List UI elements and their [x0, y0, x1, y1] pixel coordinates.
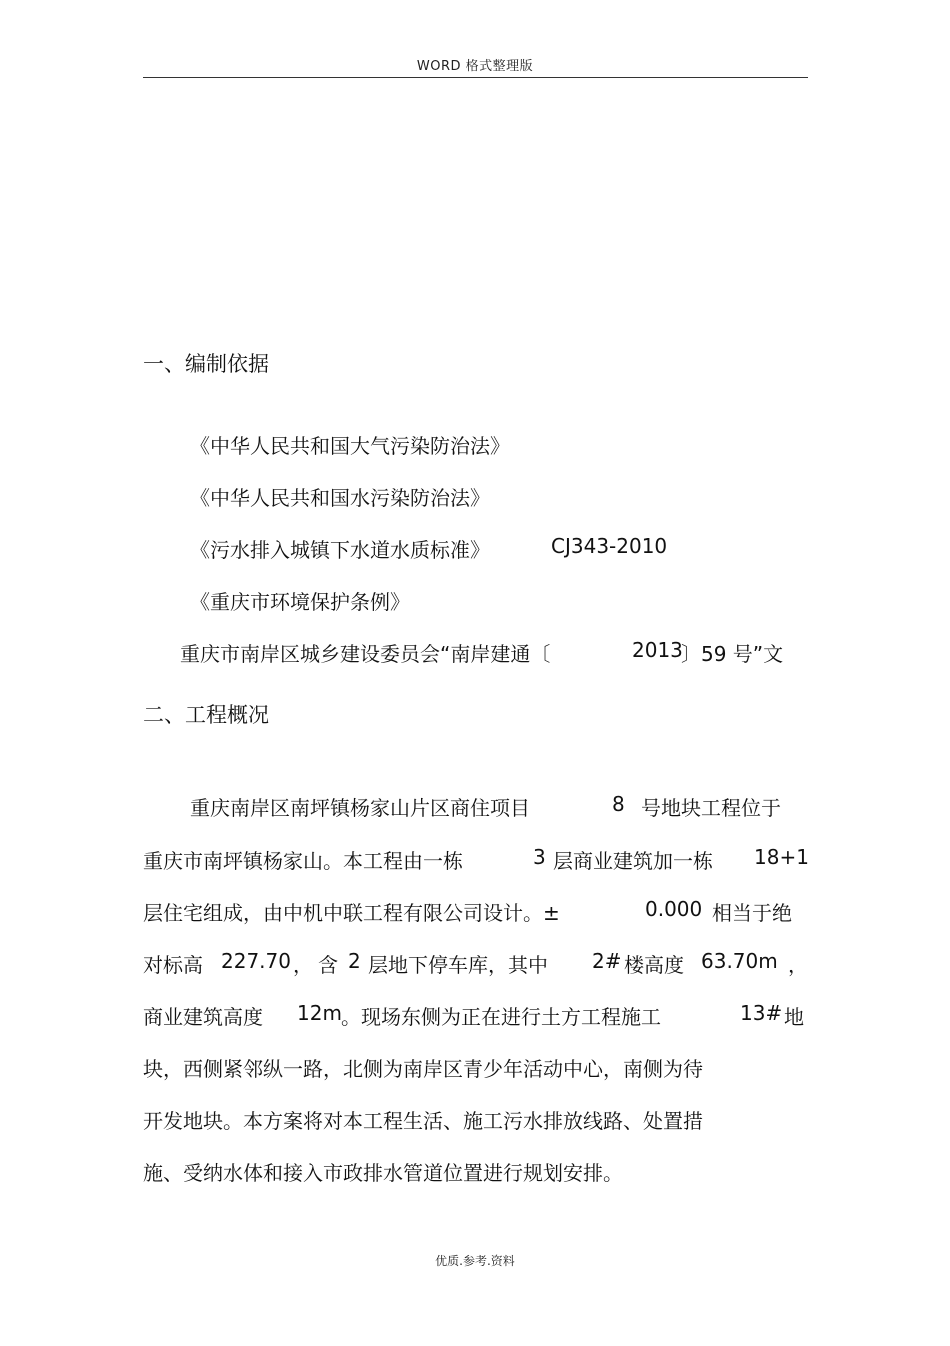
- overview-text: 楼高度: [624, 953, 684, 977]
- page-header: WORD 格式整理版: [416, 59, 534, 74]
- overview-text: 号地块工程位于: [641, 796, 781, 820]
- overview-text: 开发地块。本方案将对本工程生活、施工污水排放线路、处置措: [143, 1109, 703, 1133]
- overview-text: 13#: [740, 1001, 783, 1025]
- reference-doc-suffix: 〕59 号”文: [681, 642, 784, 666]
- overview-text: 地: [784, 1005, 804, 1029]
- overview-text: 层住宅组成，由中机中联工程有限公司设计。±: [143, 901, 560, 925]
- overview-text: 块，西侧紧邻纵一路，北侧为南岸区青少年活动中心，南侧为待: [143, 1057, 703, 1081]
- section-2-heading: 二、工程概况: [143, 703, 269, 727]
- overview-text: 8: [612, 792, 625, 816]
- overview-text: 商业建筑高度: [143, 1005, 263, 1029]
- overview-text: 层地下停车库，其中: [368, 953, 548, 977]
- section-1-heading: 一、编制依据: [143, 352, 269, 376]
- overview-text: 重庆南岸区南坪镇杨家山片区商住项目: [190, 796, 530, 820]
- reference-doc-prefix: 重庆市南岸区城乡建设委员会“南岸建通〔: [180, 642, 551, 666]
- overview-text: 相当于绝: [712, 901, 792, 925]
- overview-text: 层商业建筑加一栋: [553, 849, 713, 873]
- overview-text: ，: [293, 953, 313, 977]
- overview-text: 3: [533, 845, 546, 869]
- overview-text: 227.70: [221, 949, 291, 973]
- header-divider: [143, 77, 808, 78]
- overview-text: 63.70m: [701, 949, 778, 973]
- overview-text: 含: [318, 953, 338, 977]
- overview-text: 2#: [592, 949, 622, 973]
- overview-text: 施、受纳水体和接入市政排水管道位置进行规划安排。: [143, 1161, 623, 1185]
- overview-text: 2: [348, 949, 361, 973]
- reference-item-4: 《重庆市环境保护条例》: [190, 590, 410, 614]
- overview-text: ，: [788, 953, 808, 977]
- overview-text: 18+1: [754, 845, 809, 869]
- reference-item-3-code: CJ343-2010: [551, 534, 668, 558]
- overview-text: 0.000: [645, 897, 703, 921]
- reference-item-3: 《污水排入城镇下水道水质标准》: [190, 538, 490, 562]
- reference-item-1: 《中华人民共和国大气污染防治法》: [190, 434, 510, 458]
- page-footer: 优质.参考.资料: [435, 1254, 515, 1268]
- overview-text: 重庆市南坪镇杨家山。本工程由一栋: [143, 849, 463, 873]
- overview-text: 对标高: [143, 953, 203, 977]
- reference-doc-year: 2013: [632, 638, 683, 662]
- overview-text: 12m: [297, 1001, 342, 1025]
- overview-text: 。现场东侧为正在进行土方工程施工: [341, 1005, 661, 1029]
- reference-item-2: 《中华人民共和国水污染防治法》: [190, 486, 490, 510]
